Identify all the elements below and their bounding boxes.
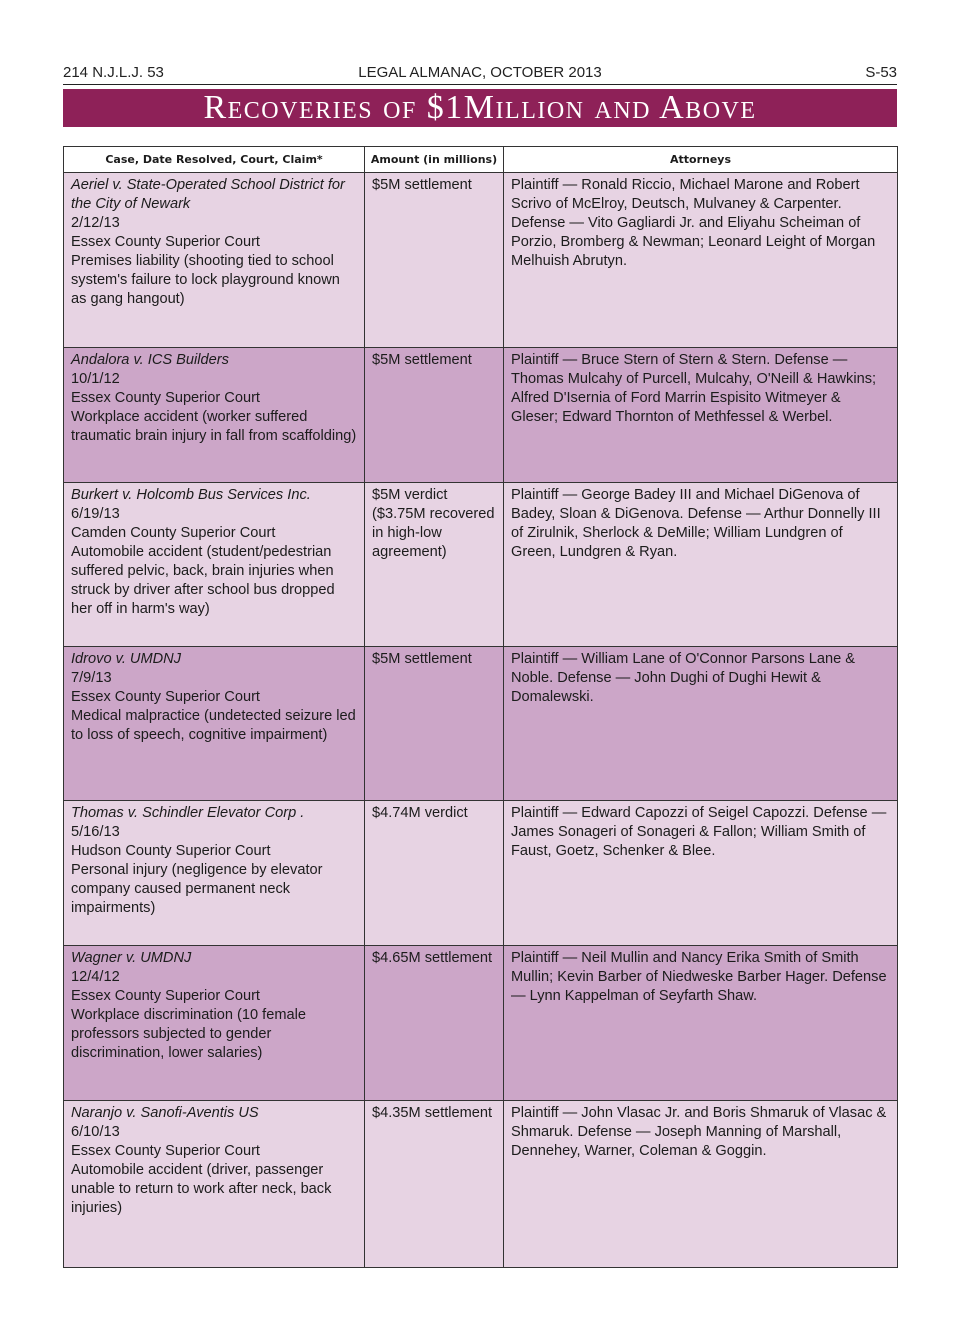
court: Essex County Superior Court: [71, 1143, 260, 1159]
attorneys-cell: Plaintiff — George Badey III and Michael DiGenova of Badey, Sloan & DiGenova. Defense — Arthur Donnelly III of Zirulnik, Sherlock & DeMille; William Lundgren of Green, Lundgren & Ryan.: [504, 483, 898, 647]
court: Essex County Superior Court: [71, 234, 260, 250]
case-name: Andalora v. ICS Builders: [71, 352, 229, 368]
claim: Workplace discrimination (10 female professors subjected to gender discrimination, lower salaries): [71, 1007, 306, 1061]
case-name: Wagner v. UMDNJ: [71, 950, 192, 966]
table-row: [64, 647, 898, 801]
date-resolved: 6/19/13: [71, 506, 120, 522]
table-row: [64, 173, 898, 348]
amount-cell: $4.74M verdict: [365, 801, 504, 946]
court: Essex County Superior Court: [71, 988, 260, 1004]
date-resolved: 10/1/12: [71, 371, 120, 387]
attorneys-cell: Plaintiff — Neil Mullin and Nancy Erika Smith of Smith Mullin; Kevin Barber of Niedweske Barber Hager. Defense — Lynn Kappelman of Seyfarth Shaw.: [504, 946, 898, 1101]
claim: Personal injury (negligence by elevator company caused permanent neck impairments): [71, 862, 323, 916]
claim: Automobile accident (student/pedestrian suffered pelvic, back, brain injuries when struck by driver after school bus dropped her off in harm's way): [71, 544, 335, 617]
amount-cell: $5M settlement: [365, 173, 504, 348]
case-name: Burkert v. Holcomb Bus Services Inc.: [71, 487, 311, 503]
date-resolved: 12/4/12: [71, 969, 120, 985]
case-cell: [64, 946, 365, 1101]
column-header-attorneys: Attorneys: [504, 147, 898, 173]
case-name: Naranjo v. Sanofi-Aventis US: [71, 1105, 259, 1121]
date-resolved: 7/9/13: [71, 670, 112, 686]
court: Camden County Superior Court: [71, 525, 276, 541]
page-number: S-53: [865, 64, 897, 81]
table-row: [64, 483, 898, 647]
amount-cell: $4.35M settlement: [365, 1101, 504, 1268]
claim: Medical malpractice (undetected seizure led to loss of speech, cognitive impairment): [71, 708, 356, 743]
case-cell: [64, 801, 365, 946]
attorneys-cell: Plaintiff — Edward Capozzi of Seigel Capozzi. Defense — James Sonageri of Sonageri & Fallon; William Smith of Faust, Goetz, Schenker & Blee.: [504, 801, 898, 946]
table-row: [64, 348, 898, 483]
claim: Workplace accident (worker suffered traumatic brain injury in fall from scaffolding): [71, 409, 357, 444]
court: Essex County Superior Court: [71, 689, 260, 705]
claim: Automobile accident (driver, passenger unable to return to work after neck, back injuries): [71, 1162, 332, 1216]
table-header-row: [64, 147, 898, 173]
case-cell: [64, 348, 365, 483]
recoveries-table: [63, 146, 898, 1268]
amount-cell: $5M settlement: [365, 348, 504, 483]
attorneys-cell: Plaintiff — John Vlasac Jr. and Boris Shmaruk of Vlasac & Shmaruk. Defense — Joseph Manning of Marshall, Dennehey, Warner, Coleman & Goggin.: [504, 1101, 898, 1268]
table-row: [64, 1101, 898, 1268]
case-cell: [64, 1101, 365, 1268]
attorneys-cell: Plaintiff — William Lane of O'Connor Parsons Lane & Noble. Defense — John Dughi of Dughi Hewit & Domalewski.: [504, 647, 898, 801]
attorneys-cell: Plaintiff — Ronald Riccio, Michael Marone and Robert Scrivo of McElroy, Deutsch, Mulvaney & Carpenter. Defense — Vito Gagliardi Jr. and Eliyahu Scheiman of Porzio, Bromberg & Newman; Leonard Leight of Morgan Melhuish Abrutyn.: [504, 173, 898, 348]
table-row: [64, 946, 898, 1101]
case-cell: [64, 173, 365, 348]
claim: Premises liability (shooting tied to school system's failure to lock playground known as gang hangout): [71, 253, 340, 307]
column-header-amount: Amount (in millions): [365, 147, 504, 173]
table-row: [64, 801, 898, 946]
amount-cell: $5M settlement: [365, 647, 504, 801]
date-resolved: 6/10/13: [71, 1124, 120, 1140]
page-header: [63, 62, 897, 84]
section-banner: Recoveries of $1Million and Above: [63, 89, 897, 127]
header-rule: [63, 84, 897, 85]
column-header-case: Case, Date Resolved, Court, Claim*: [64, 147, 365, 173]
court: Essex County Superior Court: [71, 390, 260, 406]
date-resolved: 2/12/13: [71, 215, 120, 231]
attorneys-cell: Plaintiff — Bruce Stern of Stern & Stern. Defense — Thomas Mulcahy of Purcell, Mulcahy, O'Neill & Hawkins; Alfred D'Isernia of Ford Marrin Espisito Witmeyer & Gleser; Edward Thornton of Methfessel & Werbel.: [504, 348, 898, 483]
publication-title: LEGAL ALMANAC, OCTOBER 2013: [358, 64, 602, 81]
date-resolved: 5/16/13: [71, 824, 120, 840]
case-name: Idrovo v. UMDNJ: [71, 651, 182, 667]
case-cell: [64, 647, 365, 801]
amount-cell: $4.65M settlement: [365, 946, 504, 1101]
case-cell: [64, 483, 365, 647]
journal-citation: 214 N.J.L.J. 53: [63, 64, 164, 81]
case-name: Aeriel v. State-Operated School District for the City of Newark: [71, 177, 345, 212]
amount-cell: $5M verdict ($3.75M recovered in high-low agreement): [365, 483, 504, 647]
case-name: Thomas v. Schindler Elevator Corp .: [71, 805, 305, 821]
court: Hudson County Superior Court: [71, 843, 271, 859]
